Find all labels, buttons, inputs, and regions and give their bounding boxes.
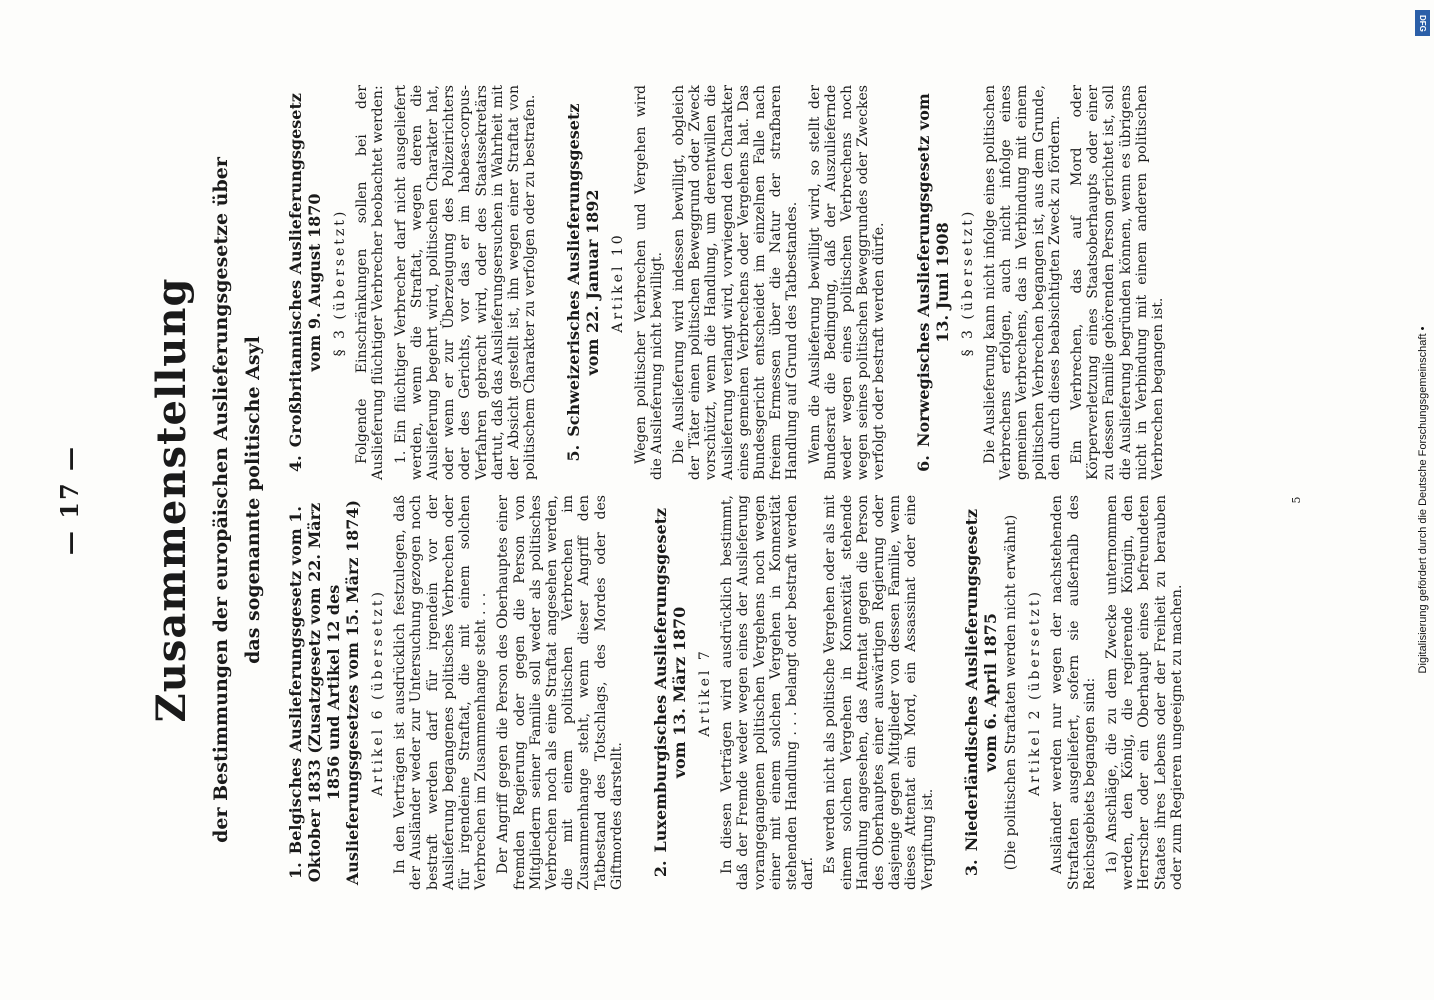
section-number: 1.	[286, 862, 305, 880]
page-number: — 17 —	[55, 444, 84, 556]
article-label: Artikel 7	[697, 648, 714, 737]
article-label: § 3 (übersetzt)	[959, 208, 976, 357]
paragraph: 1a) Anschläge, die zu dem Zwecke unternommen werden, den König, die regierende Königin, den Herrscher oder ein Oberhaupt eines befreundeten Staates ihres Lebens oder der Freiheit zu berauben oder zum Regieren ungeeignet zu machen.	[1103, 495, 1185, 890]
paragraph: Die Auslieferung wird indessen bewilligt, obgleich der Täter einen politischen Beweggrund oder Zweck vorschützt, wenn die Handlung, um derentwillen die Auslieferung verlangt wird, vorwiegend den Charakter eines gemeinen Verbrechens oder Vergehens hat. Das Bundesgericht entscheidet im einzelnen Falle nach freiem Ermessen über die Natur der strafbaren Handlung auf Grund des Tatbestandes.	[671, 85, 801, 480]
paragraph: Wenn die Auslieferung bewilligt wird, so stellt der Bundesrat die Bedingung, daß der Auszuliefernde weder wegen eines politischen Verbrechens noch wegen seines politischen Beweggrundes oder Zweckes verfolgt oder bestraft werden dürfe.	[806, 85, 888, 480]
section-switzerland	[564, 85, 887, 480]
paragraph: Folgende Einschränkungen sollen bei der Auslieferung flüchtiger Verbrecher beobachtet werden:	[354, 85, 387, 480]
section-number: 5.	[564, 444, 584, 462]
paragraph: Ein Verbrechen, das auf Mord oder Körperverletzung eines Staatsoberhaupts oder einer zu dessen Familie gehörenden Person gerichtet ist, soll die Auslieferung begründen können, wenn es übrigens nicht in Verbindung mit einem anderen politischen Verbrechen begangen ist.	[1068, 85, 1166, 480]
section-norway	[914, 85, 1166, 480]
page-subtitle: der Bestimmungen der europäischen Auslieferungsgesetze über das sogenannte politische Asyl	[210, 157, 264, 843]
section-heading: Großbritannisches Auslieferungsgesetz vom 9. August 1870	[286, 93, 324, 448]
paragraph: Die Auslieferung kann nicht infolge eines politischen Verbrechens erfolgen, auch nicht infolge eines gemeinen Verbrechens, das in Verbindung mit einem politischen Verbrechen begangen ist, aus dem Grunde, den durch dieses beabsichtigten Zweck zu fördern.	[981, 85, 1063, 480]
section-note: (Die politischen Straftaten werden nicht erwähnt)	[1002, 514, 1019, 871]
section-great-britain	[286, 85, 538, 480]
paragraph: In diesen Verträgen wird ausdrücklich bestimmt, daß der Fremde weder wegen eines der Auslieferung vorangegangenen politischen Vergehens noch wegen einer mit einem solchen Vergehen in Konnexität stehenden Handlung . . . belangt oder bestraft werden darf.	[719, 495, 817, 890]
section-number: 3.	[961, 859, 981, 877]
article-label: § 3 (übersetzt)	[332, 208, 348, 357]
paragraph: Es werden nicht als politische Vergehen oder als mit einem solchen Vergehen in Konnexität stehende Handlung angesehen, das Attentat gegen die Person des Oberhauptes einer auswärtigen Regierung oder dasjenige gegen Mitglieder von dessen Familie, wenn dieses Attentat ein Mord, ein Assassinat oder eine Vergiftung ist.	[822, 495, 936, 890]
paragraph: 1. Ein flüchtiger Verbrecher darf nicht ausgeliefert werden, wenn die Straftat, wegen deren die Auslieferung begehrt wird, politischen Charakter hat, oder wenn er zur Überzeugung des Polizeirichters oder des Gerichts, vor das er im habeas-corpus-Verfahren gebracht wird, oder des Staatssekretärs dartut, daß das Auslieferungsersuchen in Wahrheit mit der Absicht gestellt ist, ihn wegen einer Straftat von politischem Charakter zu verfolgen oder zu bestrafen.	[392, 85, 539, 480]
section-luxembourg	[651, 495, 936, 890]
article-label: Artikel 10	[610, 232, 627, 333]
section-heading: Norwegisches Auslieferungsgesetz vom 13. Juni 1908	[913, 93, 952, 448]
article-label: Artikel 6 (übersetzt)	[370, 589, 386, 796]
section-number: 2.	[651, 860, 671, 878]
section-number: 6.	[913, 455, 933, 472]
digitization-credit: Digitalisierung gefördert durch die Deutsche Forschungsgemeinschaft •	[1417, 326, 1429, 674]
left-column	[286, 495, 1191, 890]
paragraph: In den Verträgen ist ausdrücklich festzulegen, daß der Ausländer weder zur Untersuchung gezogen noch bestraft werden darf für irgendein vor der Auslieferung begangenes politisches Verbrechen oder für irgendeine Straftat, die mit einem solchen Verbrechen im Zusammenhange steht . . .	[392, 495, 490, 890]
section-netherlands	[962, 495, 1185, 890]
paragraph: Ausländer werden nur wegen der nachstehenden Straftaten ausgeliefert, sofern sie außerhalb des Reichsgebiets begangen sind:	[1049, 495, 1098, 890]
paragraph: Der Angriff gegen die Person des Oberhauptes einer fremden Regierung oder gegen die Person von Mitgliedern seiner Familie soll weder als politisches Verbrechen noch als eine Straftat angesehen werden, die mit einem politischen Verbrechen im Zusammenhange steht, wenn dieser Angriff den Tatbestand des Totschlags, des Mordes oder des Giftmordes darstellt.	[495, 495, 625, 890]
digitization-sidebar	[1412, 0, 1434, 1000]
page-title: Zusammenstellung	[148, 277, 195, 723]
dfg-logo: DFG	[1415, 10, 1430, 36]
article-label: Artikel 2 (übersetzt)	[1027, 589, 1044, 796]
section-heading: Schweizerisches Auslieferungsgesetz vom 22. Januar 1892	[564, 103, 603, 437]
paragraph: Wegen politischer Verbrechen und Vergehen wird die Auslieferung nicht bewilligt.	[632, 85, 665, 480]
section-heading: Belgisches Auslieferungsgesetz vom 1. Oktober 1833 (Zusatzgesetz vom 22. März 1856 und Artikel 12 des Auslieferungsgesetzes vom 15. März 1874)	[286, 499, 362, 886]
right-column	[286, 85, 1172, 480]
footer-mark: 5	[1290, 496, 1303, 504]
section-heading: Niederländisches Auslieferungsgesetz vom 6. April 1875	[961, 508, 1000, 852]
section-belgium	[286, 495, 625, 890]
section-heading: Luxemburgisches Auslieferungsgesetz vom 13. März 1870	[651, 507, 690, 853]
section-number: 4.	[286, 455, 305, 472]
